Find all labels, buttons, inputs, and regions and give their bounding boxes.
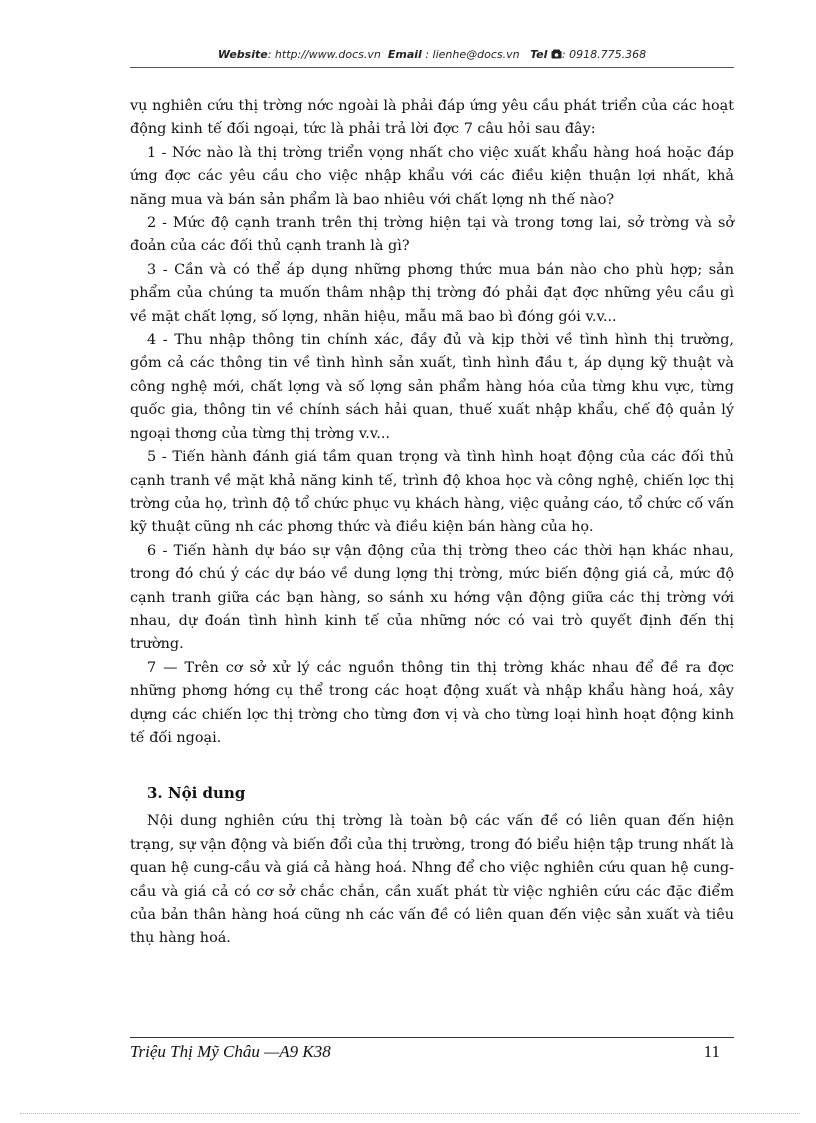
list-item-5: 5 - Tiến hành đánh giá tầm quan trọng và tình hình hoạt động của các đối thủ cạnh tranh về mặt khả năng kinh tế, trình độ khoa học và công nghệ, chiến lợc thị trờng của họ, trình độ tổ chức phục vụ khách hàng, việc quảng cáo, tổ chức cố vấn kỹ thuật cũng nh các phơng thức và điều kiện bán hàng của họ. (130, 449, 734, 536)
document-body (130, 95, 734, 951)
footer-divider (130, 1037, 734, 1038)
footer-author: Triệu Thị Mỹ Châu —A9 K38 (130, 1042, 331, 1061)
list-item-6: 6 - Tiến hành dự báo sự vận động của thị trờng theo các thời hạn khác nhau, trong đó chú ý các dự báo về dung lợng thị trờng, mức biến động giá cả, mức độ cạnh tranh giữa các bạn hàng, so sánh xu hớng vận động giữa các thị trờng với nhau, dự đoán tình hình kinh tế của những nớc có vai trò quyết định đến thị trường. (130, 542, 734, 653)
page-header (130, 48, 734, 61)
email-label: Email (387, 48, 422, 61)
header-divider (130, 67, 734, 68)
tel-label: Tel (530, 48, 548, 61)
email-value: : lienhe@docs.vn (425, 48, 520, 61)
list-item-7: 7 — Trên cơ sở xử lý các nguồn thông tin thị trờng khác nhau để đề ra đợc những phơng hớng cụ thể trong các hoạt động xuất và nhập khẩu hàng hoá, xây dựng các chiến lợc thị trờng cho từng đơn vị và cho từng loại hình hoạt động kinh tế đối ngoại. (130, 659, 734, 746)
tel-value: : 0918.775.368 (561, 48, 647, 61)
website-label: Website (217, 48, 268, 61)
section-heading: 3. Nội dung (147, 784, 246, 803)
section-paragraph: Nội dung nghiên cứu thị trờng là toàn bộ các vấn đề có liên quan đến hiện trạng, sự vận động và biến đổi của thị trường, trong đó biểu hiện tập trung nhất là quan hệ cung-cầu và giá cả hàng hoá. Nhng để cho việc nghiên cứu quan hệ cung-cầu và giá cả có cơ sở chắc chắn, cần xuất phát từ việc nghiên cứu các đặc điểm của bản thân hàng hoá cũng nh các vấn đề có liên quan đến việc sản xuất và tiêu thụ hàng hoá. (130, 813, 734, 947)
phone-icon (551, 48, 562, 61)
bottom-border (20, 1113, 800, 1114)
page-number: 11 (703, 1042, 720, 1061)
list-item-3: 3 - Cần và có thể áp dụng những phơng thức mua bán nào cho phù hợp; sản phẩm của chúng ta muốn thâm nhập thị trờng đó phải đạt đợc những yêu cầu gì về mặt chất lợng, số lợng, nhãn hiệu, mẫu mã bao bì đóng gói v.v... (130, 261, 734, 325)
list-item-2: 2 - Mức độ cạnh tranh trên thị trờng hiện tại và trong tơng lai, sở trờng và sở đoản của các đối thủ cạnh tranh là gì? (130, 215, 734, 255)
list-item-4: 4 - Thu nhập thông tin chính xác, đầy đủ và kịp thời về tình hình thị trường, gồm cả các thông tin về tình hình sản xuất, tình hình đầu t, áp dụng kỹ thuật và công nghệ mới, chất lợng và số lợng sản phẩm hàng hóa của từng khu vực, từng quốc gia, thông tin về chính sách hải quan, thuế xuất nhập khẩu, chế độ quản lý ngoại thơng của từng thị trờng v.v... (130, 332, 734, 442)
intro-paragraph: vụ nghiên cứu thị trờng nớc ngoài là phải đáp ứng yêu cầu phát triển của các hoạt động kinh tế đối ngoại, tức là phải trả lời đợc 7 câu hỏi sau đây: (130, 98, 734, 138)
list-item-1: 1 - Nớc nào là thị trờng triển vọng nhất cho việc xuất khẩu hàng hoá hoặc đáp ứng đợc các yêu cầu cho việc nhập khẩu với các điều kiện thuận lợi nhất, khả năng mua và bán sản phẩm là bao nhiêu với chất lợng nh thế nào? (130, 144, 734, 208)
website-value: : http://www.docs.vn (267, 48, 381, 61)
